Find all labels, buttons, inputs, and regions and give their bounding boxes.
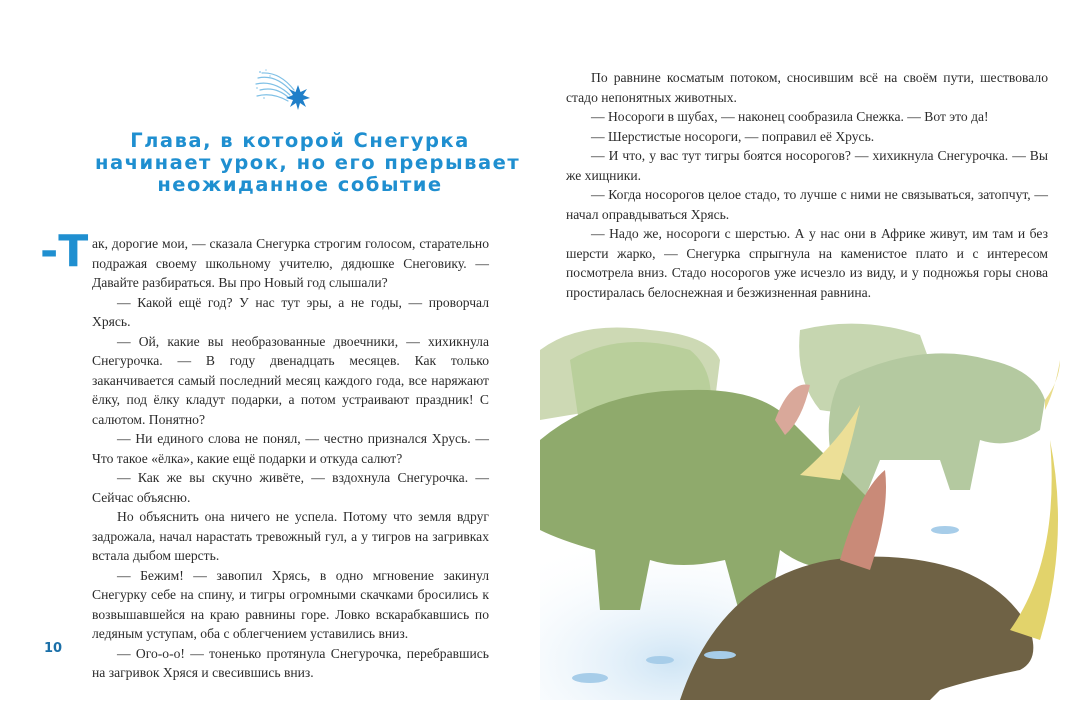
paragraph: — Какой ещё год? У нас тут эры, а не годы, — проворчал Хрясь. <box>92 294 489 329</box>
paragraph-text: ак, дорогие мои, — сказала Снегурка строгим голосом, старательно подражая своему школьному учителю, дядюшке Снеговику. — Давайте разбираться. Вы про Новый год слышали? <box>92 236 489 290</box>
paragraph: — И что, у вас тут тигры боятся носорогов? — хихикнула Снегурочка. — Вы же хищники. <box>566 148 1048 183</box>
paragraph: — Носороги в шубах, — наконец сообразила Снежка. — Вот это да! <box>591 109 989 124</box>
paragraph: — Ни единого слова не понял, — честно признался Хрусь. — Что такое «ёлка», какие ещё подарки и откуда салют? <box>92 431 489 466</box>
chapter-title <box>95 129 521 196</box>
paragraph: — Бежим! — завопил Хрясь, в одно мгновение закинул Снегурку себе на спину, и тигры огромными скачками бросились к возвышавшейся на краю равнины горе. Ловко вскарабкавшись по ледяным уступам, оба с облегчением уставились вниз. <box>92 567 489 641</box>
falling-star-icon <box>254 68 314 113</box>
paragraph: — Как же вы скучно живёте, — вздохнула Снегурочка. — Сейчас объясню. <box>92 470 489 505</box>
page-number: 10 <box>44 641 63 656</box>
paragraph: — Ой, какие вы необразованные двоечники, — хихикнула Снегурочка. — В году двенадцать месяцев. Как только заканчивается самый последний месяц каждого года, все наряжают ёлку, под ёлку кладут подарки, а потом устраивают праздник! С салютом. Понятно? <box>92 333 489 427</box>
paragraph: По равнине косматым потоком, сносившим всё на своём пути, шествовало стадо непонятных животных. <box>566 70 1048 105</box>
drop-cap: -Т <box>40 226 89 277</box>
paragraph: — Ого-о-о! — тоненько протянула Снегурочка, перебравшись на загривок Хряся и свесившись вниз. <box>92 645 489 680</box>
woolly-rhinoceros-illustration <box>540 310 1081 700</box>
paragraph: — Шерстистые носороги, — поправил её Хрусь. <box>591 128 875 144</box>
right-page <box>540 0 1081 700</box>
paragraph: — Надо же, носороги с шерстью. А у нас они в Африке живут, им там и без шерсти жарко, — Снегурка спрыгнула на каменистое плато и с интересом посмотрела вниз. Стадо носорогов уже исчезло из виду, и у подножья горы снова простиралась белоснежная и безжизненная равнина. <box>566 226 1048 300</box>
chapter-title-line: Глава, в которой Снегурка <box>130 129 470 152</box>
chapter-title-line: неожиданное событие <box>157 173 443 196</box>
right-body-text <box>566 68 1048 302</box>
paragraph: Но объяснить она ничего не успела. Потому что земля вдруг задрожала, начал нарастать тревожный гул, а у тигров на загривках встала дыбом шерсть. <box>92 509 489 563</box>
left-page <box>0 0 540 700</box>
paragraph: — Когда носорогов целое стадо, то лучше с ними не связываться, затопчут, — начал оправдываться Хрясь. <box>566 187 1048 222</box>
chapter-title-line: начинает урок, но его прерывает <box>95 151 521 174</box>
paragraph <box>40 226 489 293</box>
